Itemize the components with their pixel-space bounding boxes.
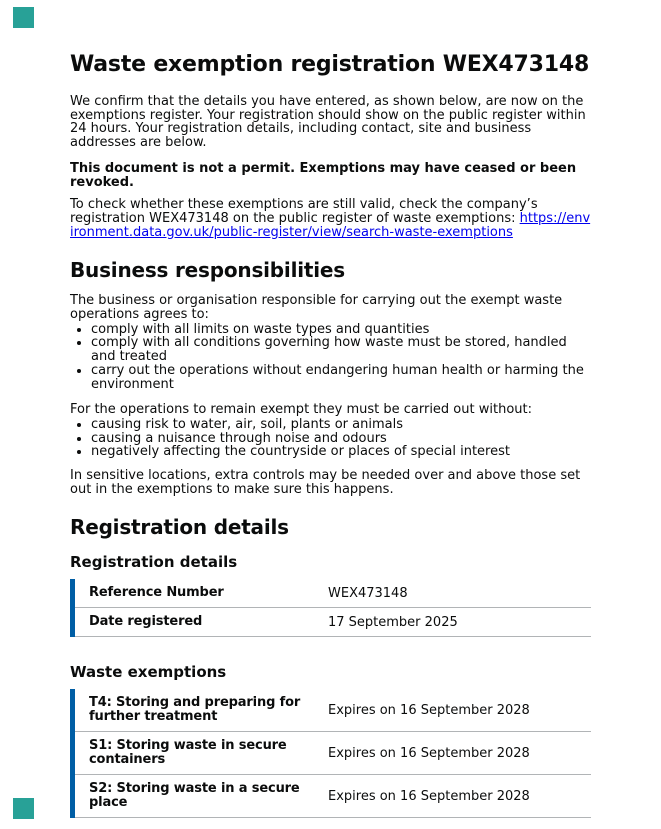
row-label: Date registered — [89, 614, 203, 630]
registration-details-subheading: Registration details — [70, 553, 238, 572]
row-value: Expires on 16 September 2028 — [328, 702, 530, 718]
table-row — [75, 732, 591, 775]
registration-details-table — [70, 579, 591, 637]
agrees-bullet-list — [70, 323, 591, 392]
agrees-intro: The business or organisation responsible for carrying out the exempt waste operations agrees to: — [70, 293, 563, 323]
waste-exemptions-table — [70, 689, 591, 818]
document-content — [70, 0, 591, 818]
list-item: • comply with all conditions governing how waste must be stored, handled and treated — [91, 336, 591, 363]
list-item: • causing a nuisance through noise and odours — [91, 432, 591, 446]
business-responsibilities-heading: Business responsibilities — [70, 258, 345, 283]
table-row — [75, 775, 591, 818]
row-label: S1: Storing waste in secure containers — [89, 738, 287, 768]
row-value: Expires on 16 September 2028 — [328, 745, 530, 761]
sensitive-locations-note: In sensitive locations, extra controls may be needed over and above those set out in the exemptions to make sure this happens. — [70, 468, 581, 497]
check-validity-text: To check whether these exemptions are still valid, check the company’s registration WEX473148 on the public register of waste exemptions: — [70, 197, 538, 226]
not-a-permit-warning: This document is not a permit. Exemptions may have ceased or been revoked. — [70, 160, 577, 190]
list-item: • negatively affecting the countryside or places of special interest — [91, 445, 591, 459]
table-row — [75, 689, 591, 732]
without-intro: For the operations to remain exempt they must be carried out without: — [70, 402, 532, 418]
page-title: Waste exemption registration WEX473148 — [70, 52, 590, 77]
page-corner-marker-bottom — [13, 798, 34, 819]
without-bullet-list — [70, 418, 591, 459]
waste-exemptions-subheading: Waste exemptions — [70, 663, 227, 682]
row-label: T4: Storing and preparing for further treatment — [89, 695, 301, 725]
page-corner-marker-top — [13, 7, 34, 28]
row-value: Expires on 16 September 2028 — [328, 788, 530, 804]
table-row — [75, 579, 591, 608]
row-label: Reference Number — [89, 585, 224, 601]
public-register-link[interactable]: https://environment.data.gov.uk/public-register/view/search-waste-exemptions — [70, 210, 591, 240]
list-item: • carry out the operations without endangering human health or harming the environment — [91, 364, 591, 391]
check-validity-paragraph — [70, 198, 591, 239]
row-label: S2: Storing waste in a secure place — [89, 781, 300, 811]
registration-details-heading: Registration details — [70, 515, 289, 540]
list-item: • comply with all limits on waste types and quantities — [91, 323, 591, 337]
intro-paragraph: We confirm that the details you have entered, as shown below, are now on the exemptions register. Your registration should show on the public register within 24 hours. Your registration details, including contact, site and business addresses are below. — [70, 94, 586, 151]
table-row — [75, 608, 591, 637]
row-value: 17 September 2025 — [328, 614, 458, 630]
row-value: WEX473148 — [328, 585, 408, 601]
list-item: • causing risk to water, air, soil, plants or animals — [91, 418, 591, 432]
